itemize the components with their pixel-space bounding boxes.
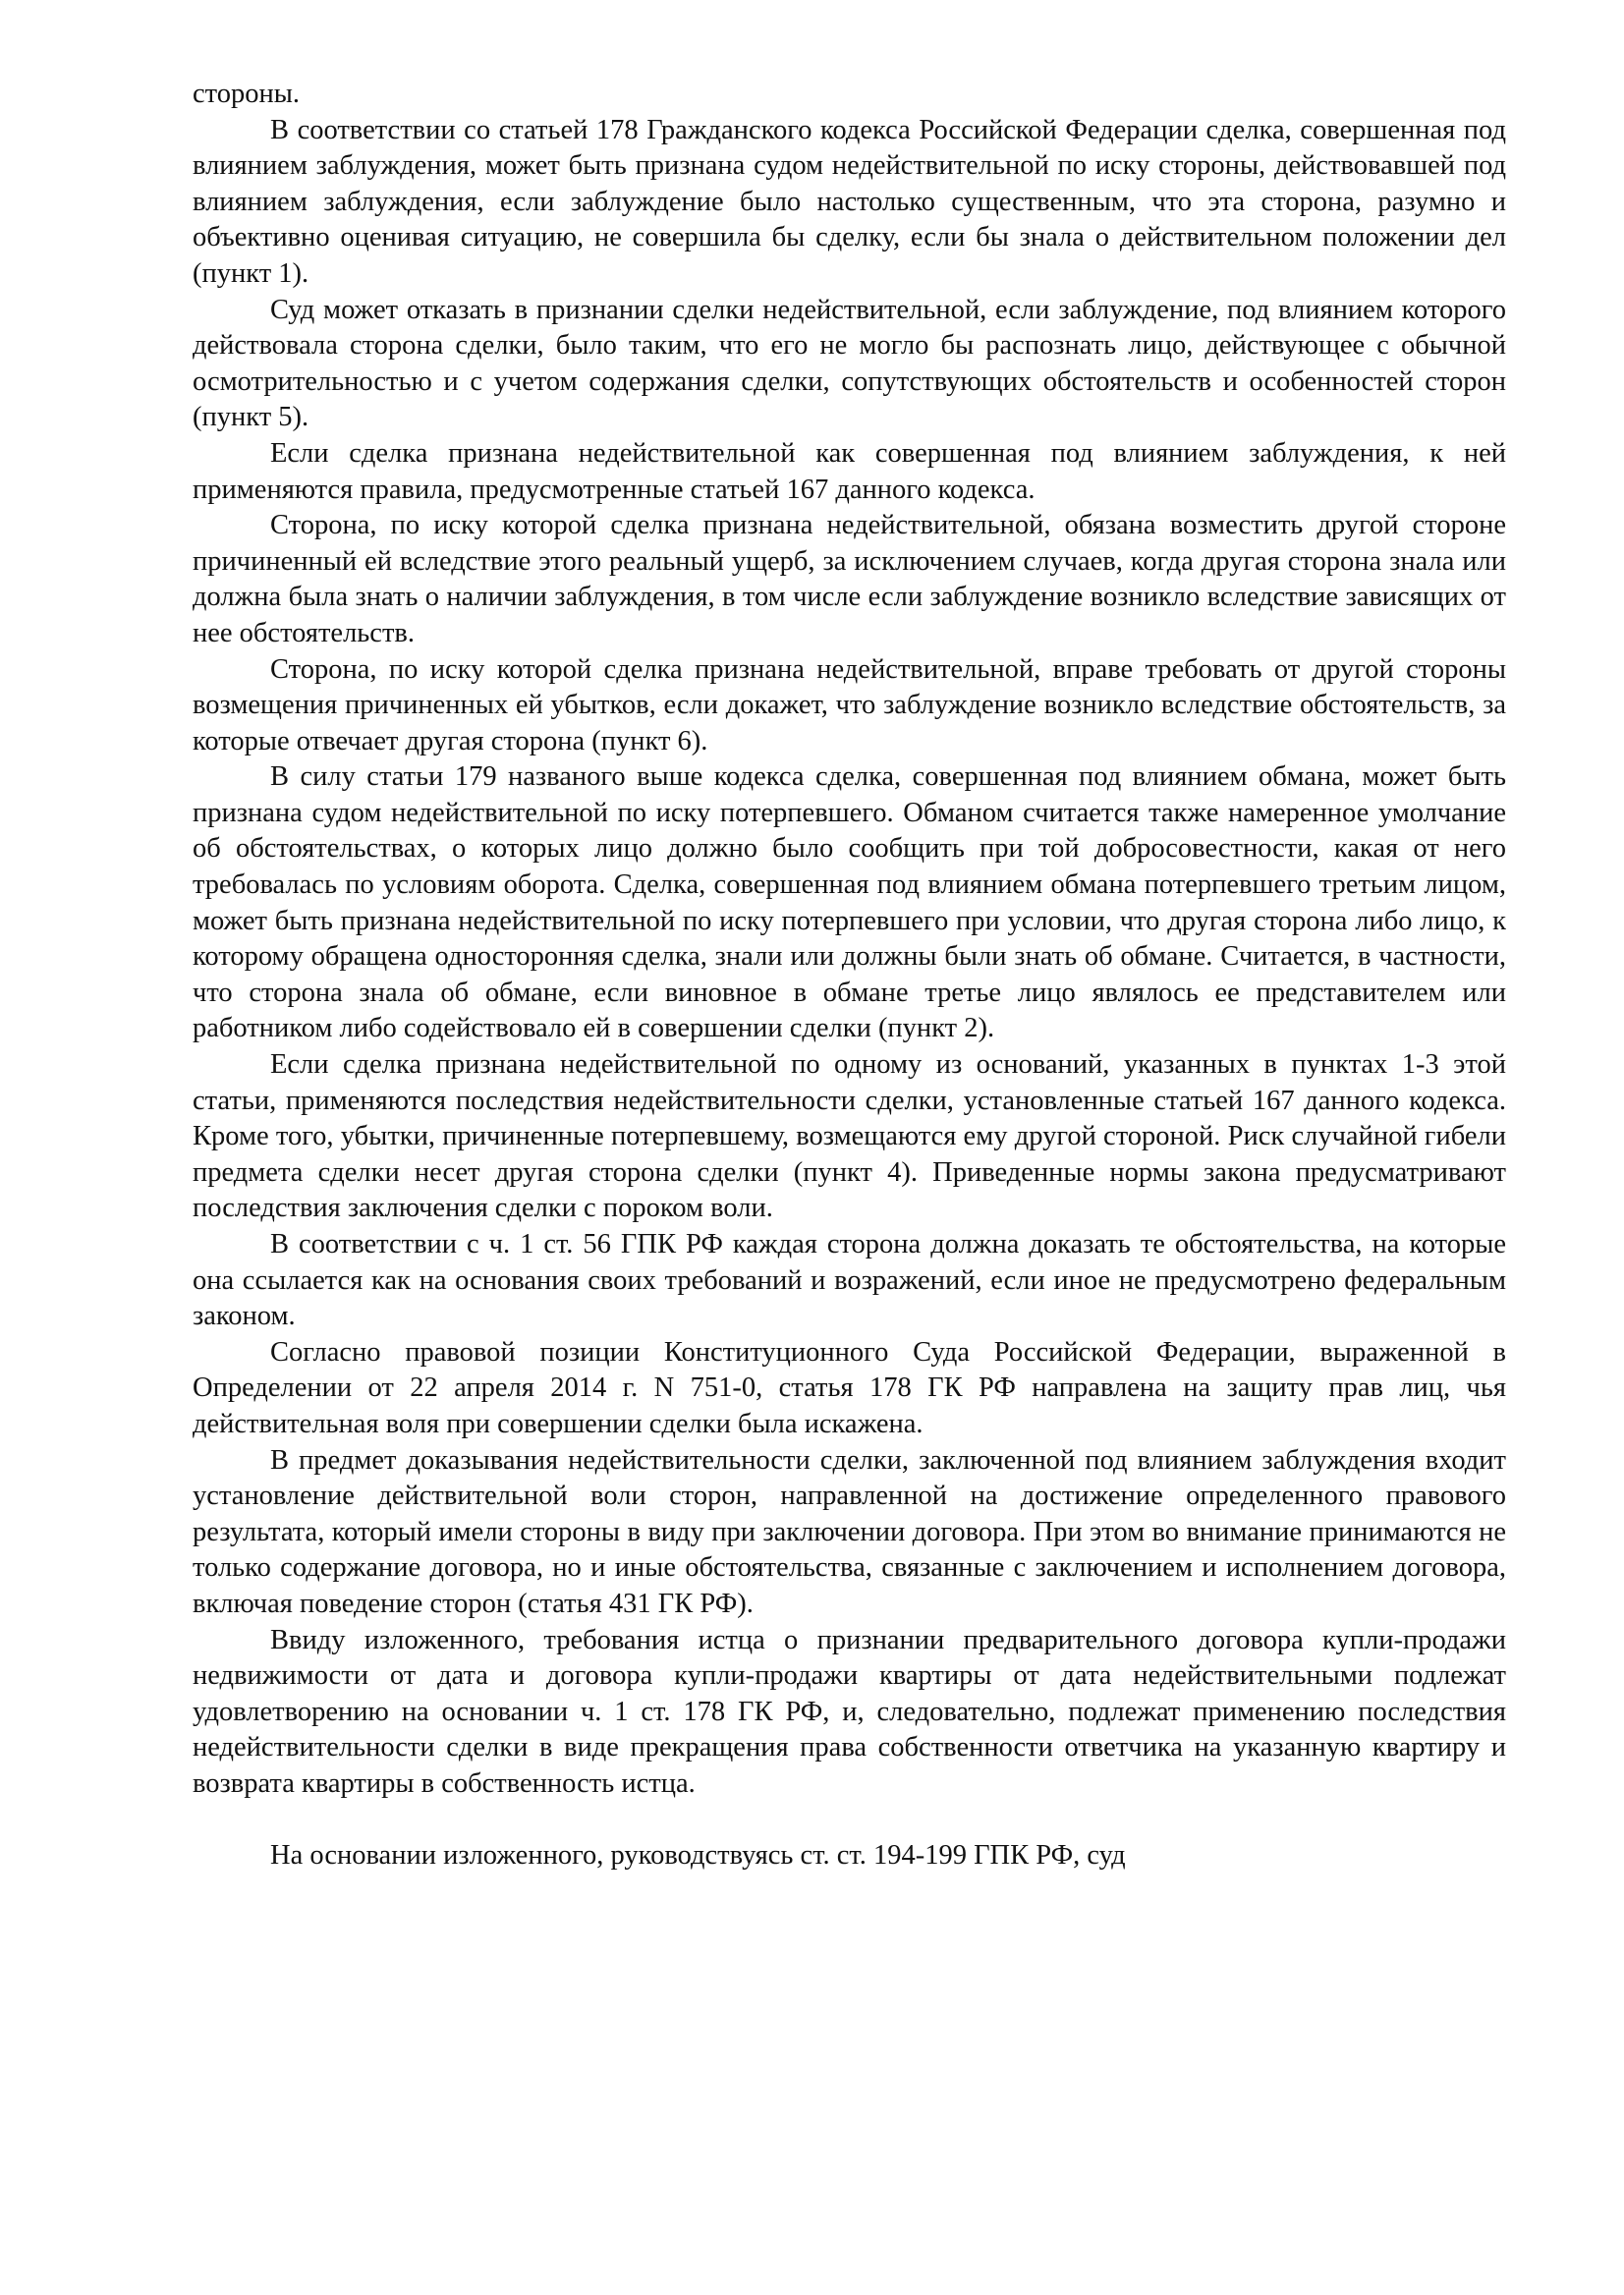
- blank-line: [193, 1803, 1506, 1839]
- paragraph-constitutional-court: Согласно правовой позиции Конституционного Суда Российской Федерации, выраженной в Определении от 22 апреля 2014 г. N 751-0, статья 178 ГК РФ направлена на защиту прав лиц, чья действительная воля при совершении сделки была искажена.: [193, 1336, 1506, 1439]
- paragraph-article-167-rules: Если сделка признана недействительной как совершенная под влиянием заблуждения, к ней применяются правила, предусмотренные статьей 167 данного кодекса.: [193, 437, 1506, 505]
- paragraph-damage-compensation: Сторона, по иску которой сделка признана недействительной, обязана возместить другой стороне причиненный ей вследствие этого реальный ущерб, за исключением случаев, когда другая сторона знала или должна была знать о наличии заблуждения, в том числе если заблуждение возникло вследствие зависящих от нее обстоятельств.: [193, 510, 1506, 648]
- paragraph-losses-claim: Сторона, по иску которой сделка признана недействительной, вправе требовать от другой стороны возмещения причиненных ей убытков, если докажет, что заблуждение возникло вследствие обстоятельств, за которые отвечает другая сторона (пункт 6).: [193, 653, 1506, 756]
- paragraph-invalidity-consequences: Если сделка признана недействительной по одному из оснований, указанных в пунктах 1-3 этой статьи, применяются последствия недействительности сделки, установленные статьей 167 данного кодекса. Кроме того, убытки, причиненные потерпевшему, возмещаются ему другой стороной. Риск случайной гибели предмета сделки несет другая сторона сделки (пункт 4). Приведенные нормы закона предусматривают последствия заключения сделки с пороком воли.: [193, 1049, 1506, 1224]
- paragraph-burden-of-proof: В соответствии с ч. 1 ст. 56 ГПК РФ каждая сторона должна доказать те обстоятельства, на которые она ссылается как на основания своих требований и возражений, если иное не предусмотрено федеральным законом.: [193, 1229, 1506, 1332]
- paragraph-article-178: В соответствии со статьей 178 Гражданского кодекса Российской Федерации сделка, совершенная под влиянием заблуждения, может быть признана судом недействительной по иску стороны, действовавшей под влиянием заблуждения, если заблуждение было настолько существенным, что эта сторона, разумно и объективно оценивая ситуацию, не совершила бы сделку, если бы знала о действительном положении дел (пункт 1).: [193, 114, 1506, 289]
- paragraph-article-179-fraud: В силу статьи 179 названого выше кодекса сделка, совершенная под влиянием обмана, может быть признана судом недействительной по иску потерпевшего. Обманом считается также намеренное умолчание об обстоятельствах, о которых лицо должно было сообщить при той добросовестности, какая от него требовалась по условиям оборота. Сделка, совершенная под влиянием обмана потерпевшего третьим лицом, может быть признана недействительной по иску потерпевшего при условии, что другая сторона либо лицо, к которому обращена односторонняя сделка, знали или должны были знать об обмане. Считается, в частности, что сторона знала об обмане, если виновное в обмане третье лицо являлось ее представителем или работником либо содействовало ей в совершении сделки (пункт 2).: [193, 761, 1506, 1044]
- paragraph-court-refusal: Суд может отказать в признании сделки недействительной, если заблуждение, под влиянием которого действовала сторона сделки, было таким, что его не могло бы распознать лицо, действующее с обычной осмотрительностью и с учетом содержания сделки, сопутствующих обстоятельств и особенностей сторон (пункт 5).: [193, 294, 1506, 433]
- document-page: [193, 77, 1506, 1875]
- paragraph-continuation: стороны.: [193, 79, 301, 109]
- paragraph-conclusion: Ввиду изложенного, требования истца о признании предварительного договора купли-продажи недвижимости от дата и договора купли-продажи квартиры от дата недействительными подлежат удовлетворению на основании ч. 1 ст. 178 ГК РФ, и, следовательно, подлежат применению последствия недействительности сделки в виде прекращения права собственности ответчика на указанную квартиру и возврата квартиры в собственность истца.: [193, 1624, 1506, 1799]
- paragraph-subject-of-proof: В предмет доказывания недействительности сделки, заключенной под влиянием заблуждения входит установление действительной воли сторон, направленной на достижение определенного правового результата, который имели стороны в виду при заключении договора. При этом во внимание принимаются не только содержание договора, но и иные обстоятельства, связанные с заключением и исполнением договора, включая поведение сторон (статья 431 ГК РФ).: [193, 1444, 1506, 1619]
- closing-statement: На основании изложенного, руководствуясь ст. ст. 194-199 ГПК РФ, суд: [270, 1840, 1126, 1872]
